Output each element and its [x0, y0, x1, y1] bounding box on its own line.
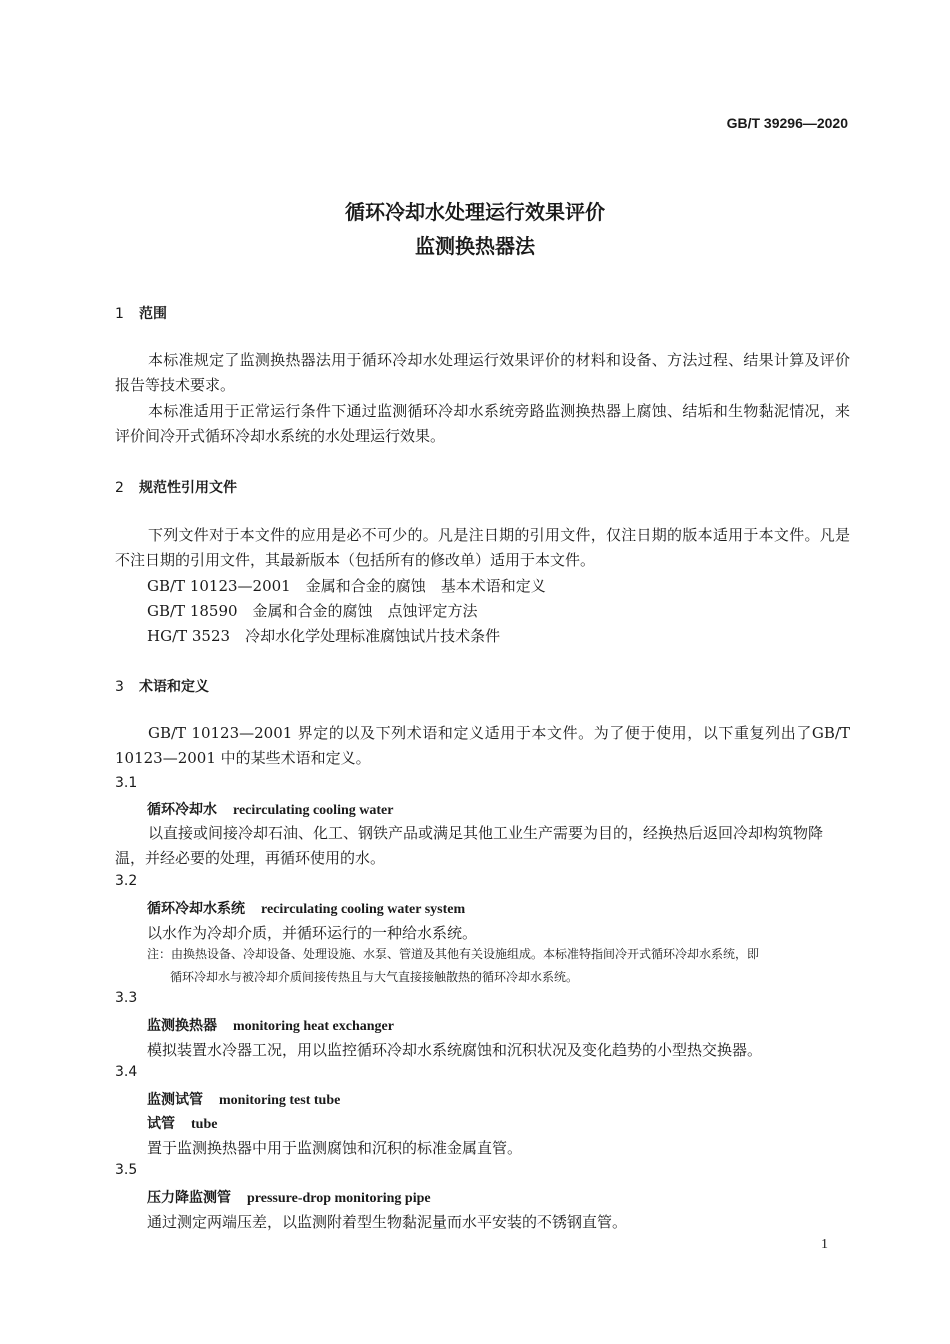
reference-item: GB/T 10123—2001 金属和合金的腐蚀 基本术语和定义 — [147, 577, 546, 595]
document-title-line2: 监测换热器法 — [415, 234, 535, 258]
term-heading — [147, 799, 393, 819]
document-title-line1: 循环冷却水处理运行效果评价 — [345, 200, 605, 224]
section-3-heading — [115, 676, 209, 696]
paragraph: 下列文件对于本文件的应用是必不可少的。凡是注日期的引用文件，仅注日期的版本适用于本文件。凡是不注日期的引用文件，其最新版本（包括所有的修改单）适用于本文件。 — [115, 526, 850, 569]
term-en: recirculating cooling water — [233, 803, 394, 818]
note-line: 循环冷却水与被冷却介质间接传热且与大气直接接触散热的循环冷却水系统。 — [170, 970, 579, 984]
term-zh: 循环冷却水 — [147, 802, 217, 818]
term-heading — [147, 1089, 340, 1109]
term-en: pressure-drop monitoring pipe — [247, 1191, 431, 1206]
term-zh: 压力降监测管 — [147, 1190, 231, 1206]
paragraph: 本标准规定了监测换热器法用于循环冷却水处理运行效果评价的材料和设备、方法过程、结果计算及评价报告等技术要求。 — [115, 351, 850, 394]
section-title: 范围 — [139, 306, 167, 322]
note — [147, 943, 850, 989]
term-heading — [147, 898, 465, 918]
term-en: recirculating cooling water system — [261, 902, 466, 917]
term-definition: 通过测定两端压差，以监测附着型生物黏泥量而水平安装的不锈钢直管。 — [147, 1213, 628, 1231]
section-title: 术语和定义 — [139, 679, 209, 695]
note-line: 注：由换热设备、冷却设备、处理设施、水泵、管道及其他有关设施组成。本标准特指间冷开式循环冷却水系统，即 — [147, 947, 760, 961]
paragraph: 本标准适用于正常运行条件下通过监测循环冷却水系统旁路监测换热器上腐蚀、结垢和生物黏泥情况，来评价间冷开式循环冷却水系统的水处理运行效果。 — [115, 402, 850, 445]
term-en: tube — [191, 1117, 218, 1132]
term-number: 3.4 — [115, 1064, 138, 1080]
term-definition: 以水作为冷却介质，并循环运行的一种给水系统。 — [147, 924, 478, 942]
section-1-heading — [115, 303, 167, 323]
term-heading — [147, 1187, 431, 1207]
term-definition: 模拟装置水冷器工况，用以监控循环冷却水系统腐蚀和沉积状况及变化趋势的小型热交换器。 — [147, 1041, 763, 1059]
term-zh: 循环冷却水系统 — [147, 901, 245, 917]
term-definition: 置于监测换热器中用于监测腐蚀和沉积的标准金属直管。 — [147, 1139, 523, 1157]
term-synonym — [147, 1113, 217, 1133]
reference-item: HG/T 3523 冷却水化学处理标准腐蚀试片技术条件 — [147, 627, 501, 645]
term-number: 3.5 — [115, 1162, 138, 1178]
section-number: 2 — [115, 480, 124, 496]
term-number: 3.3 — [115, 990, 138, 1006]
term-heading — [147, 1015, 394, 1035]
paragraph: GB/T 10123—2001 界定的以及下列术语和定义适用于本文件。为了便于使用，以下重复列出了GB/T 10123—2001 中的某些术语和定义。 — [115, 724, 850, 767]
section-2-heading — [115, 477, 237, 497]
standard-number: GB/T 39296—2020 — [726, 115, 848, 131]
term-en: monitoring heat exchanger — [233, 1019, 394, 1034]
term-definition: 以直接或间接冷却石油、化工、钢铁产品或满足其他工业生产需要为目的，经换热后返回冷却构筑物降温，并经必要的处理，再循环使用的水。 — [115, 824, 824, 867]
term-zh: 试管 — [147, 1116, 175, 1132]
page-number: 1 — [821, 1237, 828, 1252]
section-number: 3 — [115, 679, 124, 695]
section-title: 规范性引用文件 — [139, 480, 237, 496]
reference-item: GB/T 18590 金属和合金的腐蚀 点蚀评定方法 — [147, 602, 478, 620]
term-zh: 监测试管 — [147, 1092, 203, 1108]
term-number: 3.2 — [115, 873, 138, 889]
section-number: 1 — [115, 306, 124, 322]
term-en: monitoring test tube — [219, 1093, 341, 1108]
term-number: 3.1 — [115, 775, 138, 791]
term-zh: 监测换热器 — [147, 1018, 217, 1034]
